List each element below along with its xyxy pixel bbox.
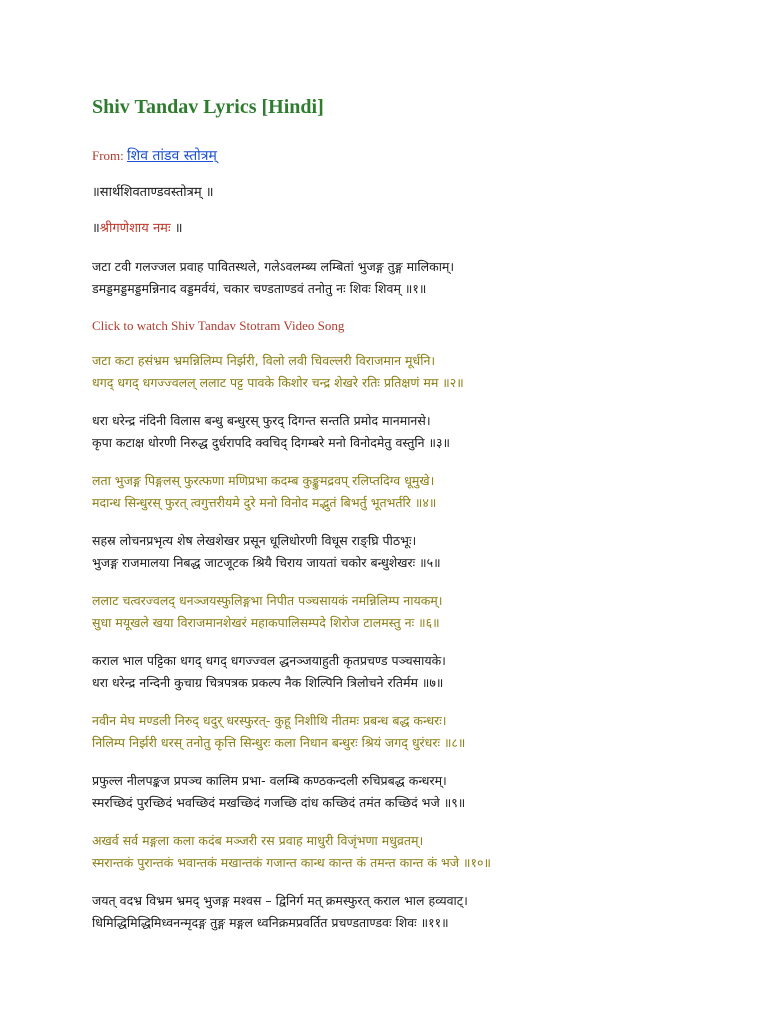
verse-container: [92, 350, 728, 934]
verse-9: [92, 770, 728, 814]
page-title: Shiv Tandav Lyrics [Hindi]: [92, 96, 324, 118]
verse-line: स्मरान्तकं पुरान्तकं भवान्तकं मखान्तकं गजान्त कान्ध कान्त कं तमन्त कान्त कं भजे ॥१०॥: [92, 855, 491, 870]
verse-7: [92, 650, 728, 694]
verse-line: कराल भाल पट्टिका धगद् धगद् धगज्ज्वल द्धनञ्जयाहुती कृतप्रचण्ड पञ्चसायके।: [92, 653, 446, 668]
source-link[interactable]: शिव तांडव स्तोत्रम्: [127, 148, 217, 164]
verse-5: [92, 530, 728, 574]
invocation-text: श्रीगणेशाय नमः: [99, 221, 171, 236]
verse-line: मदान्ध सिन्धुरस् फुरत् त्वगुत्तरीयमे दुरे मनो विनोद मद्भुतं बिभर्तु भूतभर्तरि ॥४॥: [92, 495, 437, 510]
verse-line: सहस्र लोचनप्रभृत्य शेष लेखशेखर प्रसून धूलिधोरणी विधूस राङ्घ्रि पीठभूः।: [92, 533, 417, 548]
verse-6: [92, 590, 728, 634]
verse-line: सुधा मयूखले खया विराजमानशेखरं महाकपालिसम्पदे शिरोज टालमस्तु नः ॥६॥: [92, 615, 440, 630]
verse-line: प्रफुल्ल नीलपङ्कज प्रपञ्च कालिम प्रभा- वलम्बि कण्ठकन्दली रुचिप्रबद्ध कन्धरम्।: [92, 773, 447, 788]
verse-line: डमड्डमड्डमड्डमन्निनाद वड्डमर्वयं, चकार चण्डताण्डवं तनोतु नः शिवः शिवम् ॥१॥: [92, 281, 427, 296]
from-label: From:: [92, 148, 124, 163]
verse-line: धरा धरेन्द्र नंदिनी विलास बन्धु बन्धुरस् फुरद् दिगन्त सन्तति प्रमोद मानमानसे।: [92, 413, 431, 428]
verse-line: नवीन मेघ मण्डली निरुद् धदुर् धरस्फुरत्- कुहू निशीथि नीतमः प्रबन्ध बद्ध कन्धरः।: [92, 713, 447, 728]
verse-line: भुजङ्ग राजमालया निबद्ध जाटजूटक श्रियै चिराय जायतां चकोर बन्धुशेखरः ॥५॥: [92, 555, 441, 570]
source-line: [92, 146, 728, 166]
verse-3: [92, 410, 728, 454]
invocation-open: ॥: [92, 221, 100, 236]
verse-8: [92, 710, 728, 754]
verse-line: लता भुजङ्ग पिङ्गलस् फुरत्फणा मणिप्रभा कदम्ब कुङ्कुमद्रवप् रलिप्तदिग्व धूमुखे।: [92, 473, 435, 488]
verse-line: धगद् धगद् धगज्ज्वलल् ललाट पट्ट पावके किशोर चन्द्र शेखरे रतिः प्रतिक्षणं मम ॥२॥: [92, 375, 464, 390]
verse-10: [92, 830, 728, 874]
verse-line: अखर्व सर्व मङ्गला कला कदंब मञ्जरी रस प्रवाह माधुरी विजृंभणा मधुव्रतम्।: [92, 833, 424, 848]
verse-line: जटा टवी गलज्जल प्रवाह पावितस्थले, गलेऽवलम्ब्य लम्बितां भुजङ्ग तुङ्ग मालिकाम्।: [92, 259, 455, 274]
verse-11: [92, 890, 728, 934]
verse-container-first: [92, 256, 728, 300]
verse-line: जटा कटा हसंभ्रम भ्रमन्निलिम्प निर्झरी, विलो लवी चिवल्लरी विराजमान मूर्धनि।: [92, 353, 436, 368]
verse-line: कृपा कटाक्ष धोरणी निरुद्ध दुर्धरापदि क्वचिद् दिगम्बरे मनो विनोदमेतु वस्तुनि ॥३॥: [92, 435, 451, 450]
verse-line: जयत् वदभ्र विभ्रम भ्रमद् भुजङ्ग मश्वस – द्विनिर्ग मत् क्रमस्फुरत् कराल भाल हव्यवाट्।: [92, 893, 468, 908]
verse-line: ललाट चत्वरज्वलद् धनञ्जयस्फुलिङ्गभा निपीत पञ्चसायकं नमन्निलिम्प नायकम्।: [92, 593, 443, 608]
invocation-close: ॥: [170, 221, 183, 236]
verse-2: [92, 350, 728, 394]
verse-line: धिमिद्धिमिद्धिमिध्वनन्मृदङ्ग तुङ्ग मङ्गल ध्वनिक्रमप्रवर्तित प्रचण्डताण्डवः शिवः ॥११॥: [92, 915, 449, 930]
verse-line: निलिम्प निर्झरी धरस् तनोतु कृत्ति सिन्धुरः कला निधान बन्धुरः श्रियं जगद् धुरंधरः ॥८॥: [92, 735, 466, 750]
verse-line: स्मरच्छिदं पुरच्छिदं भवच्छिदं मखच्छिदं गजच्छि दांध कच्छिदं तमंत कच्छिदं भजे ॥९॥: [92, 795, 466, 810]
verse-1: [92, 256, 728, 300]
video-link[interactable]: Click to watch Shiv Tandav Stotram Video Song: [92, 318, 345, 333]
verse-line: धरा धरेन्द्र नन्दिनी कुचाग्र चित्रपत्रक प्रकल्प नैक शिल्पिनि त्रिलोचने रतिर्मम ॥७॥: [92, 675, 444, 690]
stotram-heading: ॥सार्थशिवताण्डवस्तोत्रम् ॥: [92, 185, 214, 200]
invocation-heading: [92, 220, 728, 238]
verse-4: [92, 470, 728, 514]
